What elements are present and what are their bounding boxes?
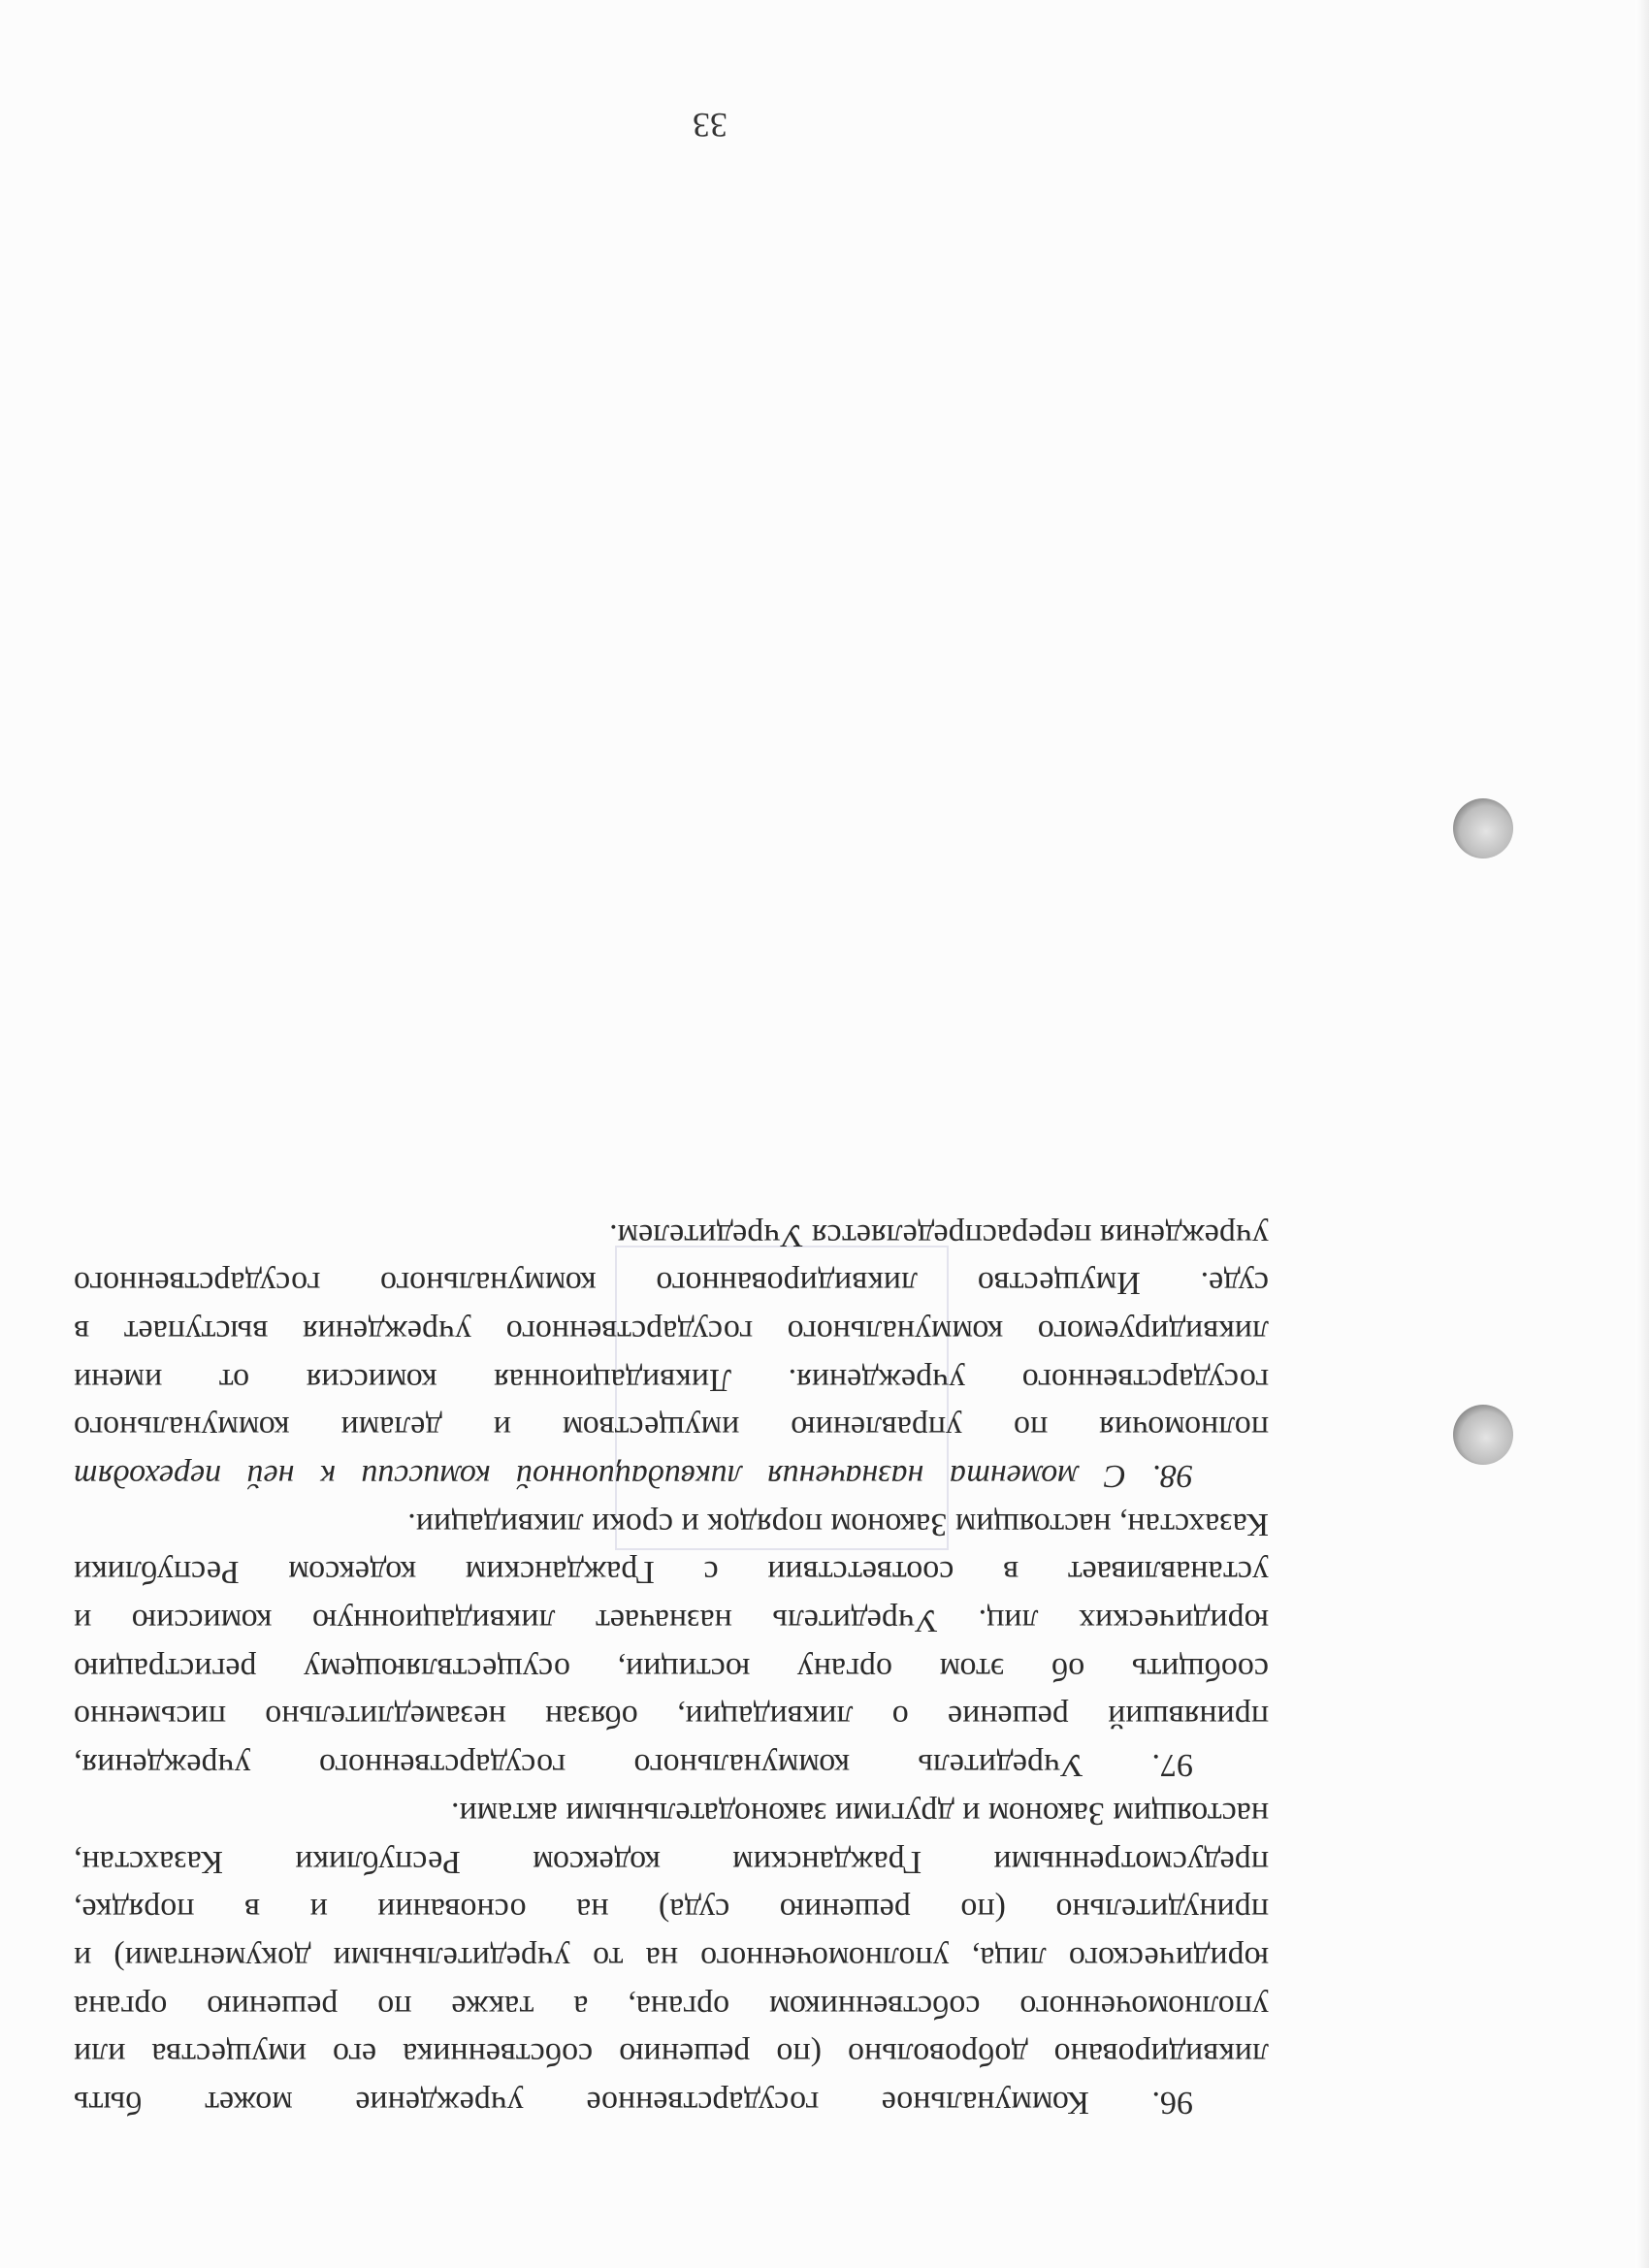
- text-line: юридических лиц. Учредитель назначает ликвидационную комиссию и: [74, 1603, 1269, 1639]
- text-line: учреждения перераспределяется Учредителем.: [609, 1216, 1269, 1253]
- text-line: полномочия по управлению имуществом и делами коммунального: [74, 1409, 1269, 1446]
- text-line: ликвидировано добровольно (по решению собственника его имущества или: [74, 2036, 1269, 2073]
- punch-hole: [1453, 1405, 1513, 1465]
- text-line: государственного учреждения. Ликвидационная комиссия от имени: [74, 1361, 1269, 1398]
- text-line: 98. С момента назначения ликвидационной комиссии к ней переходят: [74, 1458, 1193, 1495]
- paragraph-98: [74, 1211, 1269, 1500]
- text-line: принявший решение о ликвидации, обязан незамедлительно письменно: [74, 1699, 1269, 1735]
- page-edge: [1635, 0, 1649, 2268]
- text-line: ликвидируемого коммунального государственного учреждения выступает в: [74, 1313, 1269, 1349]
- text-line: 96. Коммунальное государственное учреждение может быть: [74, 2085, 1193, 2121]
- text-line: сообщить об этом органу юстиции, осуществляющему регистрацию: [74, 1650, 1269, 1687]
- document-body: [74, 1211, 1269, 2126]
- paragraph-96: [74, 1789, 1269, 2126]
- paragraph-97: [74, 1500, 1269, 1789]
- punch-hole: [1453, 798, 1513, 859]
- page-number: 33: [693, 106, 728, 145]
- text-line: 97. Учредитель коммунального государственного учреждения,: [74, 1747, 1193, 1784]
- text-line: предусмотренными Гражданским кодексом Республики Казахстан,: [74, 1843, 1269, 1880]
- text-line: суде. Имущество ликвидированного коммунального государственного: [74, 1265, 1269, 1302]
- text-line: принудительно (по решению суда) на основании и в порядке,: [74, 1892, 1269, 1928]
- text-line: Казахстан, настоящим Законом порядок и сроки ликвидации.: [407, 1506, 1269, 1542]
- text-line: устанавливает в соответствии с Гражданским кодексом Республики: [74, 1554, 1269, 1591]
- text-line: юридического лица, уполномоченного на то учредительными документами) и: [74, 1939, 1269, 1976]
- text-line: уполномоченного собственником органа, а также по решению органа: [74, 1988, 1269, 2025]
- text-line: настоящим Законом и другими законодательными актами.: [451, 1795, 1269, 1831]
